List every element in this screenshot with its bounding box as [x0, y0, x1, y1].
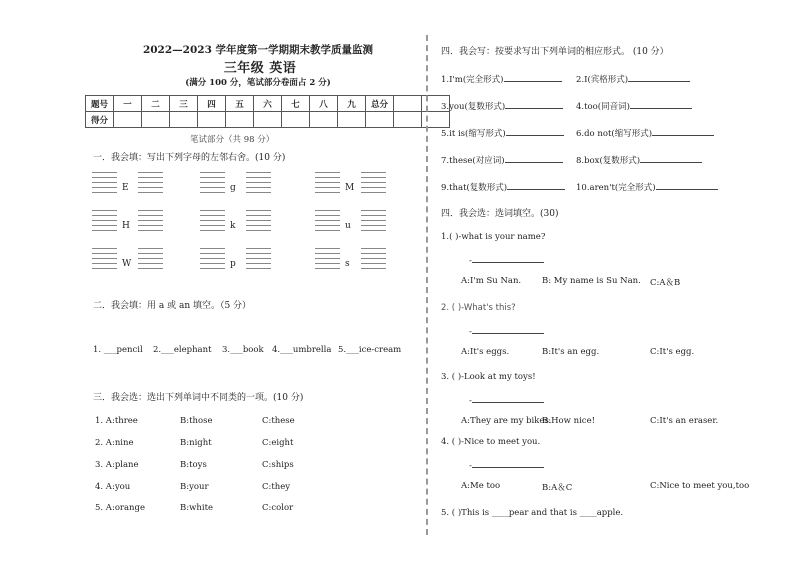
a-an-item[interactable]: 3.___book — [222, 345, 264, 355]
answer-blank[interactable] — [640, 153, 702, 163]
answer-blank[interactable] — [628, 72, 690, 82]
writing-lines-right[interactable] — [246, 172, 271, 197]
question-stem: 3. ( )-Look at my toys! — [441, 372, 536, 382]
score-cell: 二 — [142, 96, 170, 112]
section4-title: 四．我会写：按要求写出下列单词的相应形式。 (10 分） — [441, 47, 669, 57]
word-form-label: 8.box(复数形式) — [576, 156, 641, 166]
choice-option[interactable]: C:Nice to meet you,too — [650, 481, 750, 491]
choice-option[interactable]: C:ships — [262, 460, 294, 470]
letter-prompt: k — [230, 221, 236, 231]
exam-title: 2022—2023 学年度第一学期期末教学质量监测 — [142, 44, 374, 56]
letter-prompt: M — [345, 183, 355, 193]
score-input-cell[interactable] — [142, 112, 170, 128]
word-form-item[interactable] — [441, 72, 562, 85]
writing-lines-left[interactable] — [315, 172, 340, 197]
section3-title: 三．我会选：选出下列单词中不同类的一项。(10 分) — [93, 393, 304, 403]
answer-dash: - — [469, 461, 472, 471]
choice-option[interactable]: C:eight — [262, 438, 294, 448]
letter-prompt: g — [230, 183, 236, 193]
writing-lines-left[interactable] — [315, 248, 340, 273]
column-divider — [426, 35, 428, 535]
word-form-item[interactable] — [576, 99, 692, 112]
writing-lines-left[interactable] — [200, 248, 225, 273]
word-form-label: 9.that(复数形式) — [441, 183, 508, 193]
answer-dash: - — [469, 396, 472, 406]
choice-option[interactable]: C:A＆B — [650, 278, 681, 288]
word-form-item[interactable] — [576, 153, 702, 166]
choice-option[interactable]: C:these — [262, 416, 295, 426]
score-cell: 一 — [114, 96, 142, 112]
word-form-item[interactable] — [441, 126, 564, 139]
writing-lines-left[interactable] — [200, 210, 225, 235]
score-cell: 七 — [282, 96, 310, 112]
choice-option[interactable]: B:toys — [180, 460, 207, 470]
writing-lines-right[interactable] — [361, 172, 386, 197]
answer-blank[interactable] — [504, 72, 562, 82]
choice-option[interactable]: C:It's egg. — [650, 347, 695, 357]
score-cell: 总分 — [366, 96, 394, 112]
choice-option[interactable]: B:your — [180, 482, 209, 492]
writing-lines-left[interactable] — [315, 210, 340, 235]
letter-prompt: s — [345, 259, 350, 269]
word-form-item[interactable] — [441, 153, 563, 166]
writing-lines-right[interactable] — [138, 248, 163, 273]
score-cell-label: 得分 — [86, 112, 114, 128]
answer-blank[interactable] — [630, 99, 692, 109]
answer-blank[interactable] — [472, 324, 544, 334]
letter-prompt: W — [122, 259, 132, 269]
section2-title: 二．我会填：用 a 或 an 填空。（5 分） — [93, 301, 252, 311]
letter-prompt: H — [122, 221, 130, 231]
score-input-cell[interactable] — [338, 112, 366, 128]
score-cell — [394, 96, 422, 112]
choice-option[interactable]: B:A＆C — [542, 483, 573, 493]
score-input-cell[interactable] — [226, 112, 254, 128]
score-table-score-row — [86, 112, 450, 128]
word-form-label: 4.too(同音词) — [576, 102, 630, 112]
a-an-item[interactable]: 5.___ice-cream — [338, 345, 402, 355]
choice-option[interactable]: 5. A:orange — [95, 503, 146, 513]
writing-lines-left[interactable] — [92, 248, 117, 273]
writing-lines-left[interactable] — [92, 172, 117, 197]
score-cell: 三 — [170, 96, 198, 112]
choice-option[interactable]: A:It's eggs. — [461, 347, 510, 357]
answer-blank[interactable] — [505, 99, 563, 109]
a-an-item[interactable]: 4.___umbrella — [272, 345, 332, 355]
word-form-label: 6.do not(缩写形式) — [576, 129, 653, 139]
letter-prompt: p — [230, 259, 236, 269]
word-form-item[interactable] — [441, 99, 563, 112]
answer-line[interactable] — [469, 253, 544, 266]
score-input-cell[interactable] — [170, 112, 198, 128]
answer-dash: - — [469, 327, 472, 337]
writing-lines-right[interactable] — [138, 210, 163, 235]
answer-blank[interactable] — [656, 180, 718, 190]
score-input-cell[interactable] — [394, 112, 422, 128]
question-stem: 5. ( )This is ____pear and that is ____apple. — [441, 508, 624, 518]
choice-option[interactable]: C:color — [262, 503, 294, 513]
word-form-item[interactable] — [576, 180, 718, 193]
word-form-label: 10.aren't(完全形式) — [576, 183, 656, 193]
word-form-item[interactable] — [576, 126, 714, 139]
score-input-cell[interactable] — [282, 112, 310, 128]
answer-dash: - — [469, 256, 472, 266]
score-cell: 八 — [310, 96, 338, 112]
choice-option[interactable]: B:night — [180, 438, 212, 448]
choice-option[interactable]: 1. A:three — [95, 416, 138, 426]
letter-prompt: E — [122, 183, 129, 193]
choice-option[interactable]: A:They are my bikes. — [461, 416, 552, 426]
a-an-item[interactable]: 2.___elephant — [153, 345, 212, 355]
written-part-label: 笔试部分（共 98 分） — [190, 135, 275, 145]
choice-option[interactable]: A:I'm Su Nan. — [461, 276, 522, 286]
writing-lines-left[interactable] — [200, 172, 225, 197]
word-form-label: 5.it is(缩写形式) — [441, 129, 506, 139]
answer-blank[interactable] — [652, 126, 714, 136]
score-cell: 题号 — [86, 96, 114, 112]
section1-title: 一．我会填：写出下列字母的左邻右舍。(10 分) — [93, 153, 286, 163]
choice-option[interactable]: C:they — [262, 482, 291, 492]
choice-option[interactable]: 4. A:you — [95, 482, 131, 492]
score-cell: 六 — [254, 96, 282, 112]
writing-lines-right[interactable] — [246, 248, 271, 273]
choice-option[interactable]: C:It's an eraser. — [650, 416, 719, 426]
answer-blank[interactable] — [472, 253, 544, 263]
writing-lines-right[interactable] — [138, 172, 163, 197]
answer-blank[interactable] — [505, 153, 563, 163]
score-input-cell[interactable] — [310, 112, 338, 128]
answer-blank[interactable] — [472, 458, 544, 468]
answer-line[interactable] — [469, 324, 544, 337]
score-table-header-row — [86, 96, 450, 112]
score-cell: 五 — [226, 96, 254, 112]
score-input-cell[interactable] — [254, 112, 282, 128]
choice-option[interactable]: B:white — [180, 503, 214, 513]
question-stem: 4. ( )-Nice to meet you. — [441, 437, 541, 447]
answer-line[interactable] — [469, 458, 544, 471]
question-stem: 1.( )-what is your name? — [441, 232, 546, 242]
writing-lines-right[interactable] — [246, 210, 271, 235]
answer-blank[interactable] — [506, 126, 564, 136]
word-form-label: 7.these(对应词) — [441, 156, 505, 166]
answer-line[interactable] — [469, 393, 544, 406]
exam-grade: 三年级 英语 — [223, 61, 297, 76]
writing-lines-right[interactable] — [361, 248, 386, 273]
score-input-cell[interactable] — [198, 112, 226, 128]
answer-blank[interactable] — [472, 393, 544, 403]
score-cell: 九 — [338, 96, 366, 112]
choice-option[interactable]: B:How nice! — [542, 416, 596, 426]
answer-blank[interactable] — [507, 180, 565, 190]
word-form-label: 1.I'm(完全形式) — [441, 75, 504, 85]
letter-prompt: u — [345, 221, 351, 231]
score-input-cell[interactable] — [114, 112, 142, 128]
writing-lines-left[interactable] — [92, 210, 117, 235]
choice-option[interactable]: 2. A:nine — [95, 438, 134, 448]
word-form-item[interactable] — [576, 72, 690, 85]
exam-note: (满分 100 分，笔试部分卷面占 2 分) — [185, 78, 331, 88]
question-stem: 2. ( )-What's this? — [441, 303, 516, 313]
writing-lines-right[interactable] — [361, 210, 386, 235]
score-cell: 四 — [198, 96, 226, 112]
choice-option[interactable]: B: My name is Su Nan. — [542, 276, 641, 286]
score-input-cell[interactable] — [366, 112, 394, 128]
choice-option[interactable]: B:It's an egg. — [542, 347, 600, 357]
word-form-label: 3.you(复数形式) — [441, 102, 506, 112]
word-form-item[interactable] — [441, 180, 565, 193]
choice-option[interactable]: B:those — [180, 416, 213, 426]
choice-option[interactable]: 3. A:plane — [95, 460, 139, 470]
section5-title: 四．我会选：选词填空。(30) — [441, 209, 559, 219]
a-an-item[interactable]: 1. ___pencil — [93, 345, 143, 355]
word-form-label: 2.I(宾格形式) — [576, 75, 629, 85]
score-table — [85, 95, 450, 128]
choice-option[interactable]: A:Me too — [461, 481, 501, 491]
